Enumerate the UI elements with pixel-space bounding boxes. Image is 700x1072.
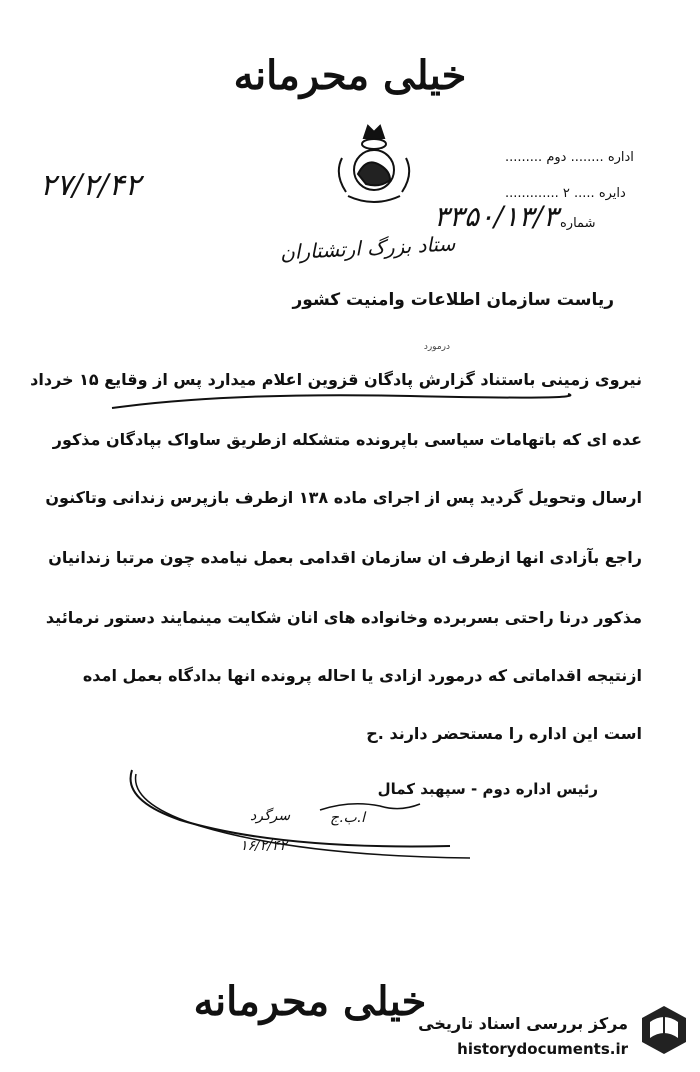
body-line-7: است این اداره را مستحضر دارند .ح bbox=[366, 724, 642, 743]
handwritten-signature-scribble bbox=[120, 760, 480, 880]
number-field-label: شماره bbox=[560, 216, 596, 231]
signature-note-initials: ا.ب.ج bbox=[330, 810, 366, 826]
body-line-5: مذکور درنا راحتی بسربرده وخانواده های انان شکایت مینمایند دستور نرمائید bbox=[45, 608, 642, 627]
archive-logo-icon bbox=[640, 1004, 688, 1056]
body-line-4: راجع بآزادی انها ازطرف ان سازمان اقدامی بعمل نیامده چون مرتبا زندانیان bbox=[48, 548, 642, 567]
lion-and-sun-crown-emblem bbox=[328, 118, 420, 208]
office-field: اداره ........ دوم ......... bbox=[505, 150, 634, 165]
body-line-3: ارسال وتحویل گردید پس از اجرای ماده ۱۳۸ ازطرف بازپرس زندانی وتاکنون bbox=[45, 488, 642, 507]
archive-website-link[interactable]: historydocuments.ir bbox=[457, 1040, 628, 1058]
signature-note-date: ۱۶/۲/۴۲ bbox=[240, 838, 288, 854]
subject-label: درمورد bbox=[423, 342, 450, 352]
signature-note-rank: سرگرد bbox=[250, 808, 291, 824]
archive-name: مرکز بررسی اسناد تاریخی bbox=[418, 1014, 628, 1033]
signatory-title: رئیس اداره دوم - سپهبد کمال bbox=[377, 780, 598, 798]
handwritten-reference-number: ۲۷/۲/۴۲ bbox=[40, 168, 141, 203]
body-line-6: ازنتیجه اقداماتی که درمورد ازادی یا احاله پرونده انها بدادگاه بعمل امده bbox=[82, 666, 642, 685]
body-line-2: عده ای که باتهامات سیاسی باپرونده متشکله ازطریق ساواک بپادگان مذکور bbox=[52, 430, 642, 449]
army-staff-label: ستاد بزرگ ارتشتاران bbox=[279, 231, 456, 265]
department-field: دایره ..... ۲ ............. bbox=[505, 186, 626, 201]
handwritten-underline bbox=[110, 388, 570, 412]
recipient-line: ریاست سازمان اطلاعات وامنیت کشور bbox=[292, 290, 614, 310]
serial-number: ۳۳۵۰/۱۳/۳ bbox=[433, 200, 558, 233]
classification-footer: خیلی محرمانه bbox=[193, 978, 427, 1025]
body-line-1: نیروی زمینی باستناد گزارش پادگان قزوین اعلام میدارد پس از وقایع ۱۵ خرداد bbox=[30, 370, 642, 389]
classification-header: خیلی محرمانه bbox=[233, 52, 467, 99]
